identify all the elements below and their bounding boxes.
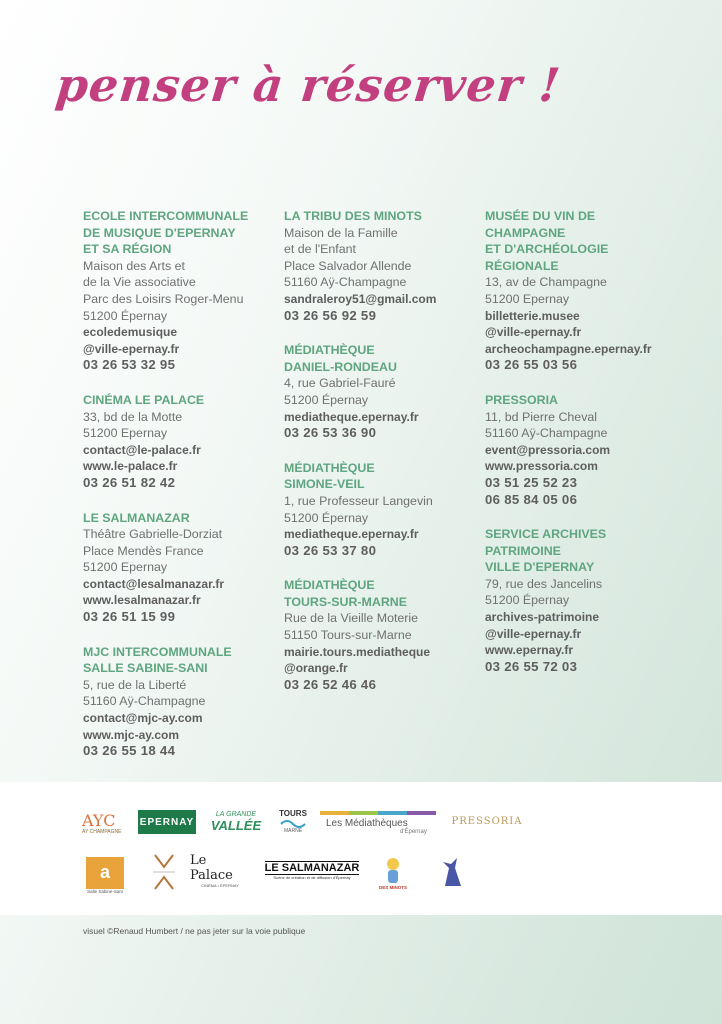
contact-link: @orange.fr	[284, 661, 348, 676]
tours-logo-sub: MARNE	[283, 827, 303, 834]
tours-logo-text: TOURS	[279, 808, 307, 818]
venue-name: ECOLE INTERCOMMUNALE	[83, 209, 249, 223]
venue-name: CHAMPAGNE	[485, 225, 566, 240]
venue-name: MÉDIATHÈQUE	[284, 343, 375, 358]
mediatheques-logo	[320, 808, 436, 838]
address-line: Place Salvador Allende	[284, 258, 412, 273]
phone-number: 03 26 55 18 44	[83, 743, 176, 759]
venue-name: ET SA RÉGION	[83, 242, 172, 257]
address-line: 13, av de Champagne	[485, 275, 607, 290]
archives-logo	[430, 852, 470, 892]
venue-name: PATRIMOINE	[485, 543, 561, 558]
contact-link: www.epernay.fr	[485, 643, 574, 658]
pressoria-logo-text: PRESSORIA	[451, 815, 523, 827]
address-line: Rue de la Vieille Moterie	[284, 611, 419, 626]
contact-entry	[83, 392, 273, 492]
contact-link: mediatheque.epernay.fr	[284, 527, 419, 542]
address-line: Maison de la Famille	[284, 225, 398, 240]
contact-link: event@pressoria.com	[485, 442, 611, 457]
column-3	[485, 208, 675, 693]
contact-link: mairie.tours.mediatheque	[284, 644, 431, 659]
le-palace-logo-text: Le Palace	[190, 852, 233, 883]
contact-link: www.le-palace.fr	[83, 459, 178, 474]
phone-number: 03 26 53 37 80	[284, 542, 377, 558]
address-line: 79, rue des Jancelins	[485, 576, 603, 591]
contact-entry	[485, 526, 675, 675]
tribu-minots-logo	[376, 850, 410, 894]
phone-number: 06 85 84 05 06	[485, 491, 578, 507]
venue-name: TOURS-SUR-MARNE	[284, 594, 407, 609]
phone-number: 03 26 55 03 56	[485, 357, 578, 373]
venue-name: DE MUSIQUE D'EPERNAY	[83, 225, 236, 240]
phone-number: 03 26 55 72 03	[485, 658, 578, 674]
address-line: Maison des Arts et	[83, 258, 185, 273]
address-line: 4, rue Gabriel-Fauré	[284, 376, 396, 391]
phone-number: 03 26 56 92 59	[284, 307, 377, 323]
address-line: 5, rue de la Liberté	[83, 677, 187, 692]
address-line: 51160 Aÿ-Champagne	[485, 426, 608, 441]
address-line: 51160 Aÿ-Champagne	[284, 275, 407, 290]
phone-number: 03 26 53 36 90	[284, 425, 377, 441]
ayc-logo-text: AYC	[82, 811, 116, 830]
address-line: Place Mendès France	[83, 543, 204, 558]
le-palace-logo-sub: CINÉMA • ÉPERNAY	[201, 882, 239, 888]
tribu-minots-logo-text: DES MINOTS	[378, 884, 407, 890]
contact-link: contact@mjc-ay.com	[83, 711, 203, 726]
grande-vallee-line2: VALLÉE	[210, 818, 262, 833]
address-line: 51160 Aÿ-Champagne	[83, 694, 206, 709]
address-line: 51200 Epernay	[83, 560, 168, 575]
epernay-logo-text: EPERNAY	[139, 816, 195, 828]
contact-link: mediatheque.epernay.fr	[284, 409, 419, 424]
venue-name: ET D'ARCHÉOLOGIE	[485, 242, 609, 257]
contact-link: www.lesalmanazar.fr	[83, 593, 201, 608]
wave-icon	[280, 818, 306, 828]
address-line: et de l'Enfant	[284, 242, 356, 257]
phone-number: 03 51 25 52 23	[485, 474, 578, 490]
contact-entry	[284, 577, 474, 693]
mediatheques-logo-text: Les Médiathèques	[326, 818, 408, 829]
address-line: Théâtre Gabrielle-Dorziat	[83, 527, 223, 542]
pressoria-logo	[450, 812, 524, 830]
phone-number: 03 26 53 32 95	[83, 357, 176, 373]
venue-name: CINÉMA LE PALACE	[83, 392, 205, 407]
address-line: 51200 Épernay	[284, 510, 369, 525]
photo-credit: visuel ©Renaud Humbert / ne pas jeter sur la voie publique	[83, 926, 306, 936]
address-line: 51200 Épernay	[485, 593, 570, 608]
contact-link: @ville-epernay.fr	[485, 626, 582, 641]
phone-number: 03 26 51 15 99	[83, 609, 176, 625]
address-line: 1, rue Professeur Langevin	[284, 493, 433, 508]
contact-link: www.mjc-ay.com	[83, 727, 180, 742]
contact-link: www.pressoria.com	[485, 459, 598, 474]
contact-entry	[284, 342, 474, 442]
partner-logos	[0, 782, 722, 915]
column-2	[284, 208, 474, 711]
contact-entry	[284, 208, 474, 324]
venue-name: SALLE SABINE-SANI	[83, 661, 208, 676]
contact-link: @ville-epernay.fr	[485, 325, 582, 340]
contact-link: sandraleroy51@gmail.com	[284, 291, 437, 306]
salmanazar-logo-text: LE SALMANAZAR	[264, 861, 360, 874]
address-line: 33, bd de la Motte	[83, 409, 183, 424]
contact-entry	[485, 392, 675, 508]
archives-figure-icon	[435, 856, 465, 888]
headline: penser à réserver !	[53, 58, 564, 112]
contact-link: contact@lesalmanazar.fr	[83, 576, 225, 591]
venue-name: LE SALMANAZAR	[83, 510, 190, 525]
le-palace-logo	[190, 852, 250, 888]
address-line: 51200 Épernay	[284, 392, 369, 407]
tours-logo	[276, 804, 310, 838]
venue-name: DANIEL-RONDEAU	[284, 359, 397, 374]
contact-link: archeochampagne.epernay.fr	[485, 341, 652, 356]
venue-name: MJC INTERCOMMUNALE	[83, 644, 232, 659]
contact-entry	[83, 510, 273, 626]
contact-link: billetterie.musee	[485, 308, 580, 323]
contact-entry	[284, 460, 474, 560]
venue-name: MÉDIATHÈQUE	[284, 460, 375, 475]
contact-entry	[83, 644, 273, 760]
venue-name: PRESSORIA	[485, 392, 558, 407]
contact-link: @ville-epernay.fr	[83, 341, 180, 356]
address-line: 51200 Epernay	[83, 426, 168, 441]
contact-link: contact@le-palace.fr	[83, 442, 201, 457]
grande-vallee-logo	[204, 808, 268, 836]
address-line: 51200 Epernay	[485, 291, 570, 306]
contact-entry	[485, 208, 675, 374]
tribu-mascot-icon	[381, 855, 405, 885]
address-line: 11, bd Pierre Cheval	[485, 409, 598, 424]
salmanazar-logo	[258, 858, 366, 882]
contact-link: archives-patrimoine	[485, 610, 600, 625]
mjc-logo-caption: Salle Sabine-Sani	[87, 888, 123, 894]
venue-name: MÉDIATHÈQUE	[284, 578, 375, 593]
epernay-logo	[138, 810, 196, 834]
address-line: 51200 Épernay	[83, 308, 168, 323]
venue-name: SIMONE-VEIL	[284, 477, 365, 492]
grande-vallee-line1: LA GRANDE	[215, 811, 257, 818]
address-line: de la Vie associative	[83, 275, 196, 290]
phone-number: 03 26 52 46 46	[284, 676, 377, 692]
contact-entry	[83, 208, 273, 374]
contact-link: ecoledemusique	[83, 325, 178, 340]
musee-emblem-icon	[149, 851, 179, 893]
mediatheques-logo-sub: d'Épernay	[400, 829, 427, 835]
musee-logo	[146, 850, 182, 894]
mjc-logo: a Salle Sabine-Sani	[82, 854, 128, 896]
venue-name: SERVICE ARCHIVES	[485, 527, 607, 542]
ayc-logo-sub: AY CHAMPAGNE	[82, 829, 122, 835]
venue-name: MUSÉE DU VIN DE	[485, 209, 596, 223]
column-1	[83, 208, 273, 778]
venue-name: VILLE D'EPERNAY	[485, 560, 595, 575]
ayc-logo	[82, 810, 132, 838]
salmanazar-logo-sub: Scène de création et de diffusion d'Épernay	[273, 874, 351, 880]
venue-name: RÉGIONALE	[485, 258, 559, 273]
phone-number: 03 26 51 82 42	[83, 474, 176, 490]
address-line: Parc des Loisirs Roger-Menu	[83, 291, 244, 306]
address-line: 51150 Tours-sur-Marne	[284, 628, 412, 643]
venue-name: LA TRIBU DES MINOTS	[284, 209, 422, 223]
